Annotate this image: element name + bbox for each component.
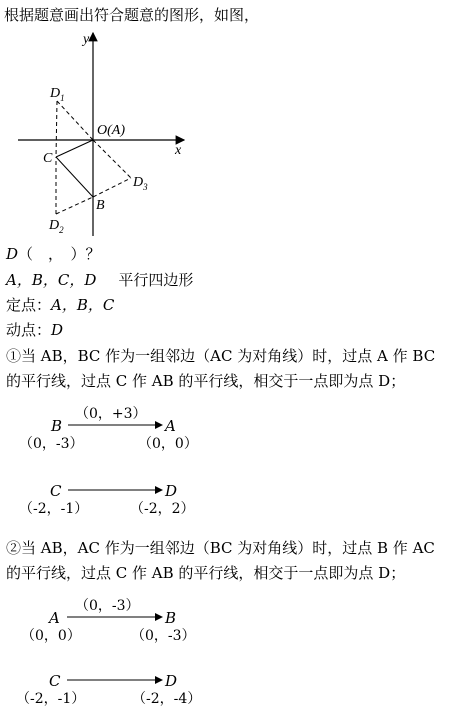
point-B-label: B <box>96 198 105 213</box>
case1-line2: 的平行线，过点 C 作 AB 的平行线，相交于一点即为点 D； <box>6 372 406 390</box>
case1-line1: ①当 AB，BC 作为一组邻边（AC 为对角线）时，过点 A 作 BC <box>6 347 436 365</box>
parallelogram-line: A，B，C，D 平行四边形 <box>6 271 194 289</box>
case2-t2-to-coord: （-2，-4） <box>132 691 202 707</box>
x-axis-label: x <box>175 143 182 158</box>
case2-line1: ②当 AB，AC 作为一组邻边（BC 为对角线）时，过点 B 作 AC <box>6 539 435 557</box>
y-axis-label: y <box>83 32 90 47</box>
question-line: D（ ， ）？ <box>6 245 101 263</box>
case1-t2-from-coord: （-2，-1） <box>19 501 89 517</box>
point-D2-label: $D_2$ <box>49 218 64 235</box>
case1-t1-to-coord: （0，0） <box>138 436 198 452</box>
origin-label: O(A) <box>97 123 125 138</box>
case1-t1-vector: （0，+3） <box>75 406 147 422</box>
case2-t1-to-coord: （0，-3） <box>131 628 196 644</box>
case2-t1-from: A <box>49 609 60 627</box>
fixed-points-line: 定点：A，B，C <box>6 296 115 314</box>
point-C-label: C <box>43 151 53 166</box>
point-D3-label: $D_3$ <box>133 175 148 192</box>
case2-t1-vector: （0，-3） <box>75 598 140 614</box>
case2-t2-from: C <box>49 672 61 690</box>
case1-t1-from: B <box>51 417 63 435</box>
case1-t2-from: C <box>50 482 62 500</box>
case2-t2-to: D <box>165 672 178 690</box>
intro-text: 根据题意画出符合题意的图形，如图， <box>4 6 260 24</box>
case1-t2-to-coord: （-2，2） <box>130 501 195 517</box>
case2-line2: 的平行线，过点 C 作 AB 的平行线，相交于一点即为点 D； <box>6 564 406 582</box>
case2-t2-from-coord: （-2，-1） <box>16 691 86 707</box>
case1-t1-from-coord: （0，-3） <box>19 436 84 452</box>
case1-t1-to: A <box>165 417 176 435</box>
case1-t2-to: D <box>165 482 178 500</box>
case2-t1-to: B <box>165 609 177 627</box>
moving-point-line: 动点：D <box>6 321 64 339</box>
case2-t1-from-coord: （0，0） <box>21 628 81 644</box>
point-D1-label: $D_1$ <box>50 86 65 103</box>
